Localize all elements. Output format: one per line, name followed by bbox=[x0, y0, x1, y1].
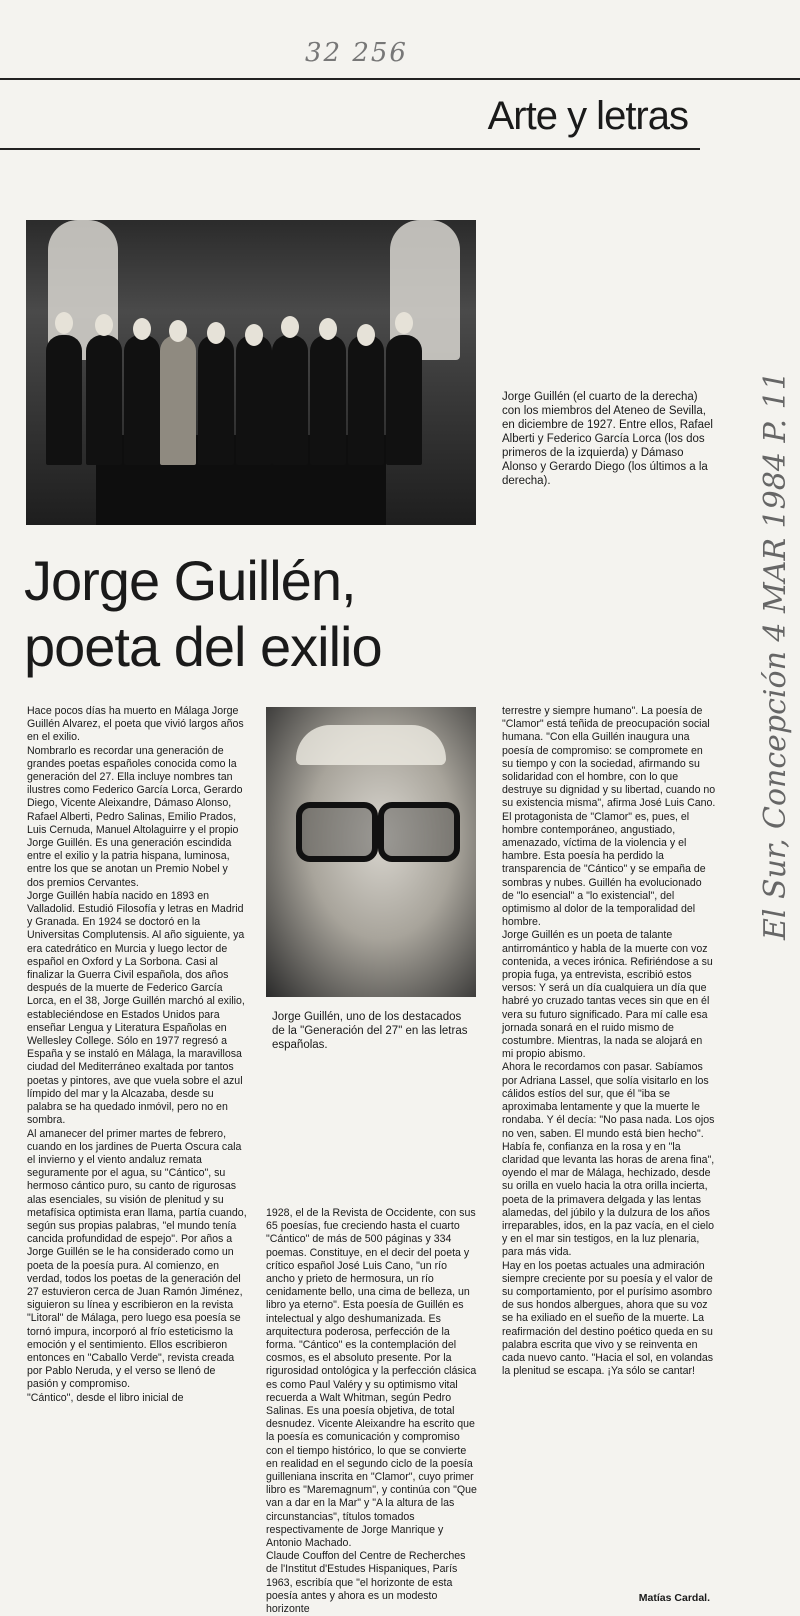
headline bbox=[24, 548, 584, 680]
portrait-caption: Jorge Guillén, uno de los destacados de la "Generación del 27" en las letras españolas. bbox=[272, 1011, 468, 1051]
handwritten-number: 32 256 bbox=[305, 38, 408, 68]
paragraph: terrestre y siempre humano". La poesía de "Clamor" está teñida de preocupación social humana. "Con ella Guillén inaugura una poesía de compromiso: se compromete en su tiempo y con la sociedad, afirmando su solidaridad con el hombre, con lo que destruye su dignidad y su libertad, cuando no su existencia misma", afirma José Luis Cano. El protagonista de "Clamor" es, pues, el hombre contemporáneo, angustiado, amenazado, víctima de la violencia y el hambre. Esta poesía ha perdido la transparencia de "Cántico" y se empaña de sombras y nubes. Guillén ha evolucionado de "lo esencial" a "lo existencial", del optimismo al dolor de la temporalidad del hombre. bbox=[502, 705, 716, 929]
section-rule-top bbox=[0, 78, 800, 80]
author-signature: Matías Cardal. bbox=[638, 1592, 710, 1604]
handwritten-side-note bbox=[720, 371, 793, 940]
paragraph: Jorge Guillén es un poeta de talante antirromántico y habla de la muerte con voz contenida, a veces irónica. Refiriéndose a su propia fuga, ya entrevista, escribió estos versos: Y será un día cualquiera un día que habré yo cruzado tantas veces sin que en él vera su futuro significado. Para mí calle esa jornada sonará en el ruido mismo de costumbre. Mientras, la nada se alojará en mi propio abismo. bbox=[502, 929, 713, 1061]
article-column-1 bbox=[27, 705, 247, 1405]
group-photo bbox=[26, 220, 476, 525]
side-note-text: El Sur, Concepción 4 MAR 1984 P. 11 bbox=[758, 371, 793, 940]
headline-line-1: Jorge Guillén, bbox=[24, 549, 356, 612]
group-photo-caption: Jorge Guillén (el cuarto de la derecha) con los miembros del Ateneo de Sevilla, en diciembre de 1927. Entre ellos, Rafael Alberti y Federico García Lorca (los dos primeros de la izquierda) y Dámaso Alonso y Gerardo Diego (los últimos a la derecha). bbox=[502, 391, 713, 487]
article-column-2 bbox=[266, 1207, 478, 1616]
paragraph: "Cántico", desde el libro inicial de bbox=[27, 1391, 184, 1404]
paragraph: Al amanecer del primer martes de febrero, cuando en los jardines de Puerta Oscura cala el invierno y el viento andaluz remata seguramente por el agua, su "Cántico", su hermoso cántico puro, su canto de rigurosas alas esenciales, su visión de plenitud y su metafísica optimista eran llama, partía cuando, según sus propias palabras, "el mundo tenía cancida profundidad de espejo". Por años a Jorge Guillén se le ha considerado como un poeta de la poesía pura. Al comienzo, en verdad, todos los poetas de la generación del 27 estuvieron cerca de Juan Ramón Jiménez, siguieron su línea y escribieron en la revista "Litoral" de Málaga, pero luego esa poesía se tornó impura, incorporó al frío esteticismo la emoción y el sentimiento. Ellos escribieron entonces en "Caballo Verde", revista creada por Pablo Neruda, y el verso se llenó de pasión y compromiso. bbox=[27, 1127, 247, 1391]
section-title: Arte y letras bbox=[487, 94, 688, 138]
paragraph: Hay en los poetas actuales una admiración siempre creciente por su poesía y el valor de su comportamiento, por el purísimo asombro de sus hondos albergues, ahora que su voz se ha exiliado en el sueño de la muerte. La reafirmación del destino poético queda en su palabra escrita que vivo y se reinventa en cada nuevo canto. "Hacia el sol, en volandas la plenitud se escapa. ¡Ya sólo se cantar! bbox=[502, 1259, 714, 1378]
paragraph: Nombrarlo es recordar una generación de grandes poetas españoles conocida como la generación del 27. Ella incluye nombres tan ilustres como Federico García Lorca, Gerardo Diego, Vicente Aleixandre, Dámaso Alonso, Rafael Alberti, Pedro Salinas, Emilio Prados, Luis Cernuda, Manuel Altolaguirre y el propio Jorge Guillén. Es una generación escindida entre el exilio y la patria hispana, luminosa, entre los que se anotan un Premio Nobel y dos premios Cervantes. bbox=[27, 744, 243, 889]
paragraph: Jorge Guillén había nacido en 1893 en Valladolid. Estudió Filosofía y letras en Madrid y Granada. En 1924 se doctoró en la Universitas Complutensis. Al año siguiente, ya era catedrático en Murcia y luego lector de español en Oxford y La Sorbona. Casi al finalizar la Guerra Civil española, dos años después de la muerte de Federico García Lorca, en el 38, Jorge Guillén marchó al exilio, estableciéndose en Estados Unidos para enseñar Lengua y Literatura Españolas en Wellesley College. Sólo en 1977 regresó a España y se instaló en Málaga, la maravillosa ciudad del Mediterráneo exaltada por tantos poetas y pintores, ave que vuela sobre el azul límpido del mar y la Alcazaba, desde su palabra se ha quedado inmóvil, pero no en sombra. bbox=[27, 889, 245, 1127]
portrait-hair bbox=[296, 725, 446, 765]
paragraph: Claude Couffon del Centre de Recherches de l'Institut d'Estudes Hispaniques, París 1963, escribía que "el horizonte de esta poesía antes y ahora es un modesto horizonte bbox=[266, 1550, 466, 1616]
glasses-left bbox=[296, 802, 378, 862]
paragraph: Hace pocos días ha muerto en Málaga Jorge Guillén Alvarez, el poeta que vivió largos años en el exilio. bbox=[27, 705, 244, 744]
paragraph: Ahora le recordamos con pasar. Sabíamos por Adriana Lassel, que solía visitarlo en los cálidos estíos del sur, que él "iba se aproximaba lentamente y que la muerte le rondaba. Y él decía: "No pasa nada. Los ojos no ven, saben. El mundo está bien hecho". Había fe, confianza en la rosa y en "la claridad que levanta las horas de arena fina", oyendo el mar de Málaga, hechizado, desde su orilla en vuelo hacia la otra orilla incierta, poeta de la primavera delgada y las lentas alamedas, del júbilo y la dulzura de los años irreparables, idos, en la paz vacía, en el cielo y en el mar sin testigos, en la luz plenaria, para más vida. bbox=[502, 1061, 715, 1259]
article-column-3 bbox=[502, 705, 716, 1378]
headline-line-2: poeta del exilio bbox=[24, 615, 382, 678]
section-rule-bottom bbox=[0, 148, 700, 150]
portrait-photo bbox=[266, 707, 476, 997]
glasses-right bbox=[378, 802, 460, 862]
paragraph: 1928, el de la Revista de Occidente, con sus 65 poesías, fue creciendo hasta el cuarto "Cántico" de más de 500 páginas y 334 poemas. Constituye, en el decir del poeta y crítico español José Luis Cano, "un río ancho y prieto de hermosura, un río cenidamente bello, una cima de belleza, un libro ya eterno". Esta poesía de Guillén es intelectual y algo deshumanizada. Es arquitectura poderosa, perfección de la forma. "Cántico" es la contemplación del cosmos, es el absoluto presente. Por la rigurosidad ontológica y la perfección clásica es como Paul Valéry y su optimismo vital recuerda a Walt Whitman, según Pedro Salinas. Es una poesía objetiva, de total desnudez. Vicente Aleixandre ha escrito que la poesía es comunicación y compromiso con el tiempo histórico, lo que se convierte en realidad en el segundo ciclo de la poesía guilleniana inscrita en "Clamor", cuyo primer libro es "Maremagnum", y continúa con "Que van a dar en la Mar" y "A la altura de las circunstancias", títulos tomados respectivamente de Jorge Manrique y Antonio Machado. bbox=[266, 1207, 477, 1550]
